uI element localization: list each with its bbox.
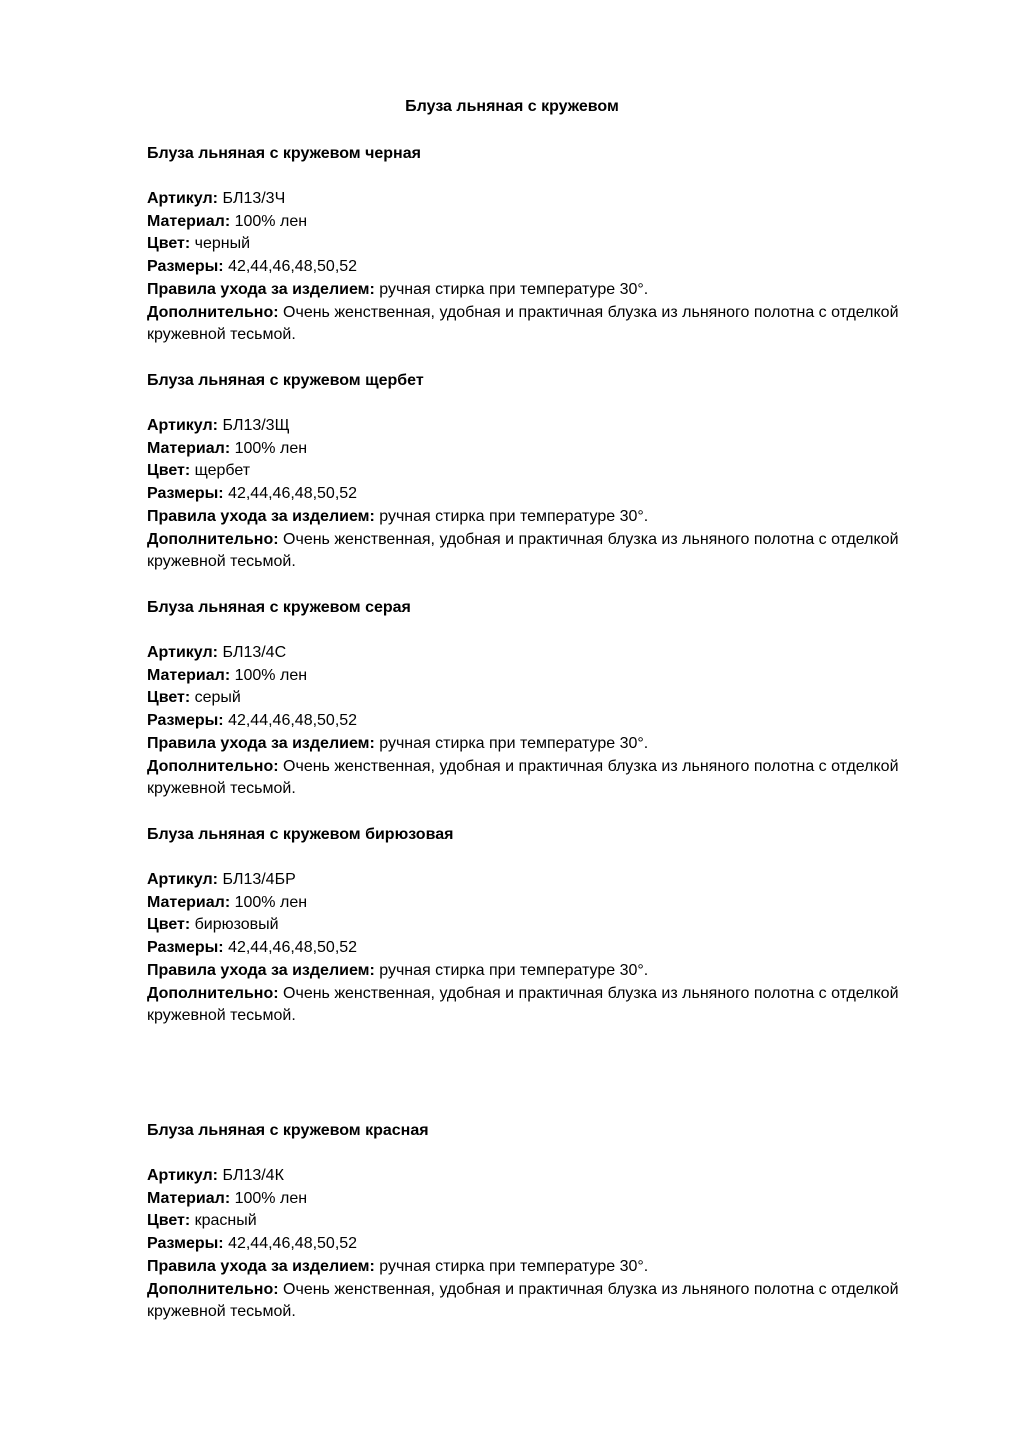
color-value: черный	[194, 235, 251, 253]
article-label: Артикул:	[147, 644, 218, 661]
sizes-value: 42,44,46,48,50,52	[228, 1235, 358, 1253]
extra-label: Дополнительно:	[147, 303, 279, 321]
color-field	[147, 1210, 907, 1233]
care-label: Правила ухода за изделием:	[147, 734, 375, 752]
document-title: Блуза льняная с кружевом	[405, 98, 619, 115]
sizes-field	[147, 1233, 907, 1256]
care-field	[147, 733, 907, 756]
color-value: красный	[194, 1212, 257, 1230]
care-label: Правила ухода за изделием:	[147, 1257, 375, 1275]
care-label: Правила ухода за изделием:	[147, 280, 375, 298]
sizes-value: 42,44,46,48,50,52	[228, 258, 358, 276]
care-label: Правила ухода за изделием:	[147, 507, 375, 525]
color-value: бирюзовый	[194, 916, 279, 934]
extra-field	[147, 529, 907, 574]
article-field	[147, 642, 907, 665]
color-value: серый	[194, 689, 241, 707]
article-field	[147, 188, 907, 211]
extra-value: Очень женственная, удобная и практичная блузка из льняного полотна с отделкой кружевной тесьмой.	[147, 757, 899, 798]
sizes-field	[147, 483, 907, 506]
material-field	[147, 438, 907, 461]
extra-label: Дополнительно:	[147, 530, 279, 548]
product-section-turquoise	[147, 824, 907, 1028]
article-label: Артикул:	[147, 417, 218, 434]
sizes-label: Размеры:	[147, 712, 224, 730]
material-value: 100% лен	[234, 666, 308, 684]
care-label: Правила ухода за изделием:	[147, 961, 375, 979]
product-section-sherbet	[147, 370, 907, 574]
article-field	[147, 415, 907, 438]
extra-field	[147, 983, 907, 1028]
product-title: Блуза льняная с кружевом щербет	[147, 372, 424, 389]
extra-label: Дополнительно:	[147, 984, 279, 1002]
article-value: БЛ13/3Ч	[222, 190, 286, 207]
sizes-label: Размеры:	[147, 258, 224, 276]
extra-label: Дополнительно:	[147, 1280, 279, 1298]
material-field	[147, 892, 907, 915]
material-label: Материал:	[147, 1189, 231, 1207]
sizes-field	[147, 710, 907, 733]
sizes-label: Размеры:	[147, 1235, 224, 1253]
color-value: щербет	[194, 462, 251, 480]
extra-value: Очень женственная, удобная и практичная блузка из льняного полотна с отделкой кружевной тесьмой.	[147, 984, 899, 1025]
sizes-field	[147, 256, 907, 279]
extra-field	[147, 1279, 907, 1324]
color-label: Цвет:	[147, 916, 191, 934]
sizes-value: 42,44,46,48,50,52	[228, 485, 358, 503]
color-label: Цвет:	[147, 1212, 191, 1230]
product-title: Блуза льняная с кружевом бирюзовая	[147, 826, 454, 843]
material-value: 100% лен	[234, 1189, 308, 1207]
sizes-label: Размеры:	[147, 485, 224, 503]
material-field	[147, 211, 907, 234]
color-field	[147, 460, 907, 483]
care-value: ручная стирка при температуре 30°.	[379, 1257, 649, 1275]
care-field	[147, 506, 907, 529]
color-field	[147, 233, 907, 256]
article-value: БЛ13/3Щ	[222, 417, 290, 434]
material-value: 100% лен	[234, 439, 308, 457]
article-label: Артикул:	[147, 871, 218, 888]
article-value: БЛ13/4БР	[222, 871, 296, 888]
color-field	[147, 914, 907, 937]
sizes-value: 42,44,46,48,50,52	[228, 712, 358, 730]
material-label: Материал:	[147, 212, 231, 230]
care-value: ручная стирка при температуре 30°.	[379, 507, 649, 525]
color-label: Цвет:	[147, 462, 191, 480]
article-label: Артикул:	[147, 1167, 218, 1184]
material-field	[147, 1188, 907, 1211]
sizes-field	[147, 937, 907, 960]
care-field	[147, 279, 907, 302]
care-value: ручная стирка при температуре 30°.	[379, 961, 649, 979]
sizes-label: Размеры:	[147, 939, 224, 957]
color-label: Цвет:	[147, 235, 191, 253]
article-field	[147, 869, 907, 892]
product-title: Блуза льняная с кружевом красная	[147, 1122, 429, 1139]
extra-value: Очень женственная, удобная и практичная блузка из льняного полотна с отделкой кружевной тесьмой.	[147, 1280, 899, 1321]
product-title: Блуза льняная с кружевом серая	[147, 599, 411, 616]
color-field	[147, 687, 907, 710]
material-value: 100% лен	[234, 212, 308, 230]
care-value: ручная стирка при температуре 30°.	[379, 280, 649, 298]
care-field	[147, 960, 907, 983]
article-label: Артикул:	[147, 190, 218, 207]
extra-field	[147, 302, 907, 347]
product-title: Блуза льняная с кружевом черная	[147, 145, 421, 162]
material-label: Материал:	[147, 666, 231, 684]
sizes-value: 42,44,46,48,50,52	[228, 939, 358, 957]
material-label: Материал:	[147, 893, 231, 911]
article-value: БЛ13/4С	[222, 644, 287, 661]
care-field	[147, 1256, 907, 1279]
article-field	[147, 1165, 907, 1188]
material-field	[147, 665, 907, 688]
care-value: ручная стирка при температуре 30°.	[379, 734, 649, 752]
product-section-black	[147, 143, 907, 347]
product-section-red	[147, 1120, 907, 1324]
material-label: Материал:	[147, 439, 231, 457]
color-label: Цвет:	[147, 689, 191, 707]
product-section-gray	[147, 597, 907, 801]
extra-label: Дополнительно:	[147, 757, 279, 775]
material-value: 100% лен	[234, 893, 308, 911]
extra-value: Очень женственная, удобная и практичная блузка из льняного полотна с отделкой кружевной тесьмой.	[147, 303, 899, 344]
article-value: БЛ13/4К	[222, 1167, 284, 1184]
extra-value: Очень женственная, удобная и практичная блузка из льняного полотна с отделкой кружевной тесьмой.	[147, 530, 899, 571]
extra-field	[147, 756, 907, 801]
